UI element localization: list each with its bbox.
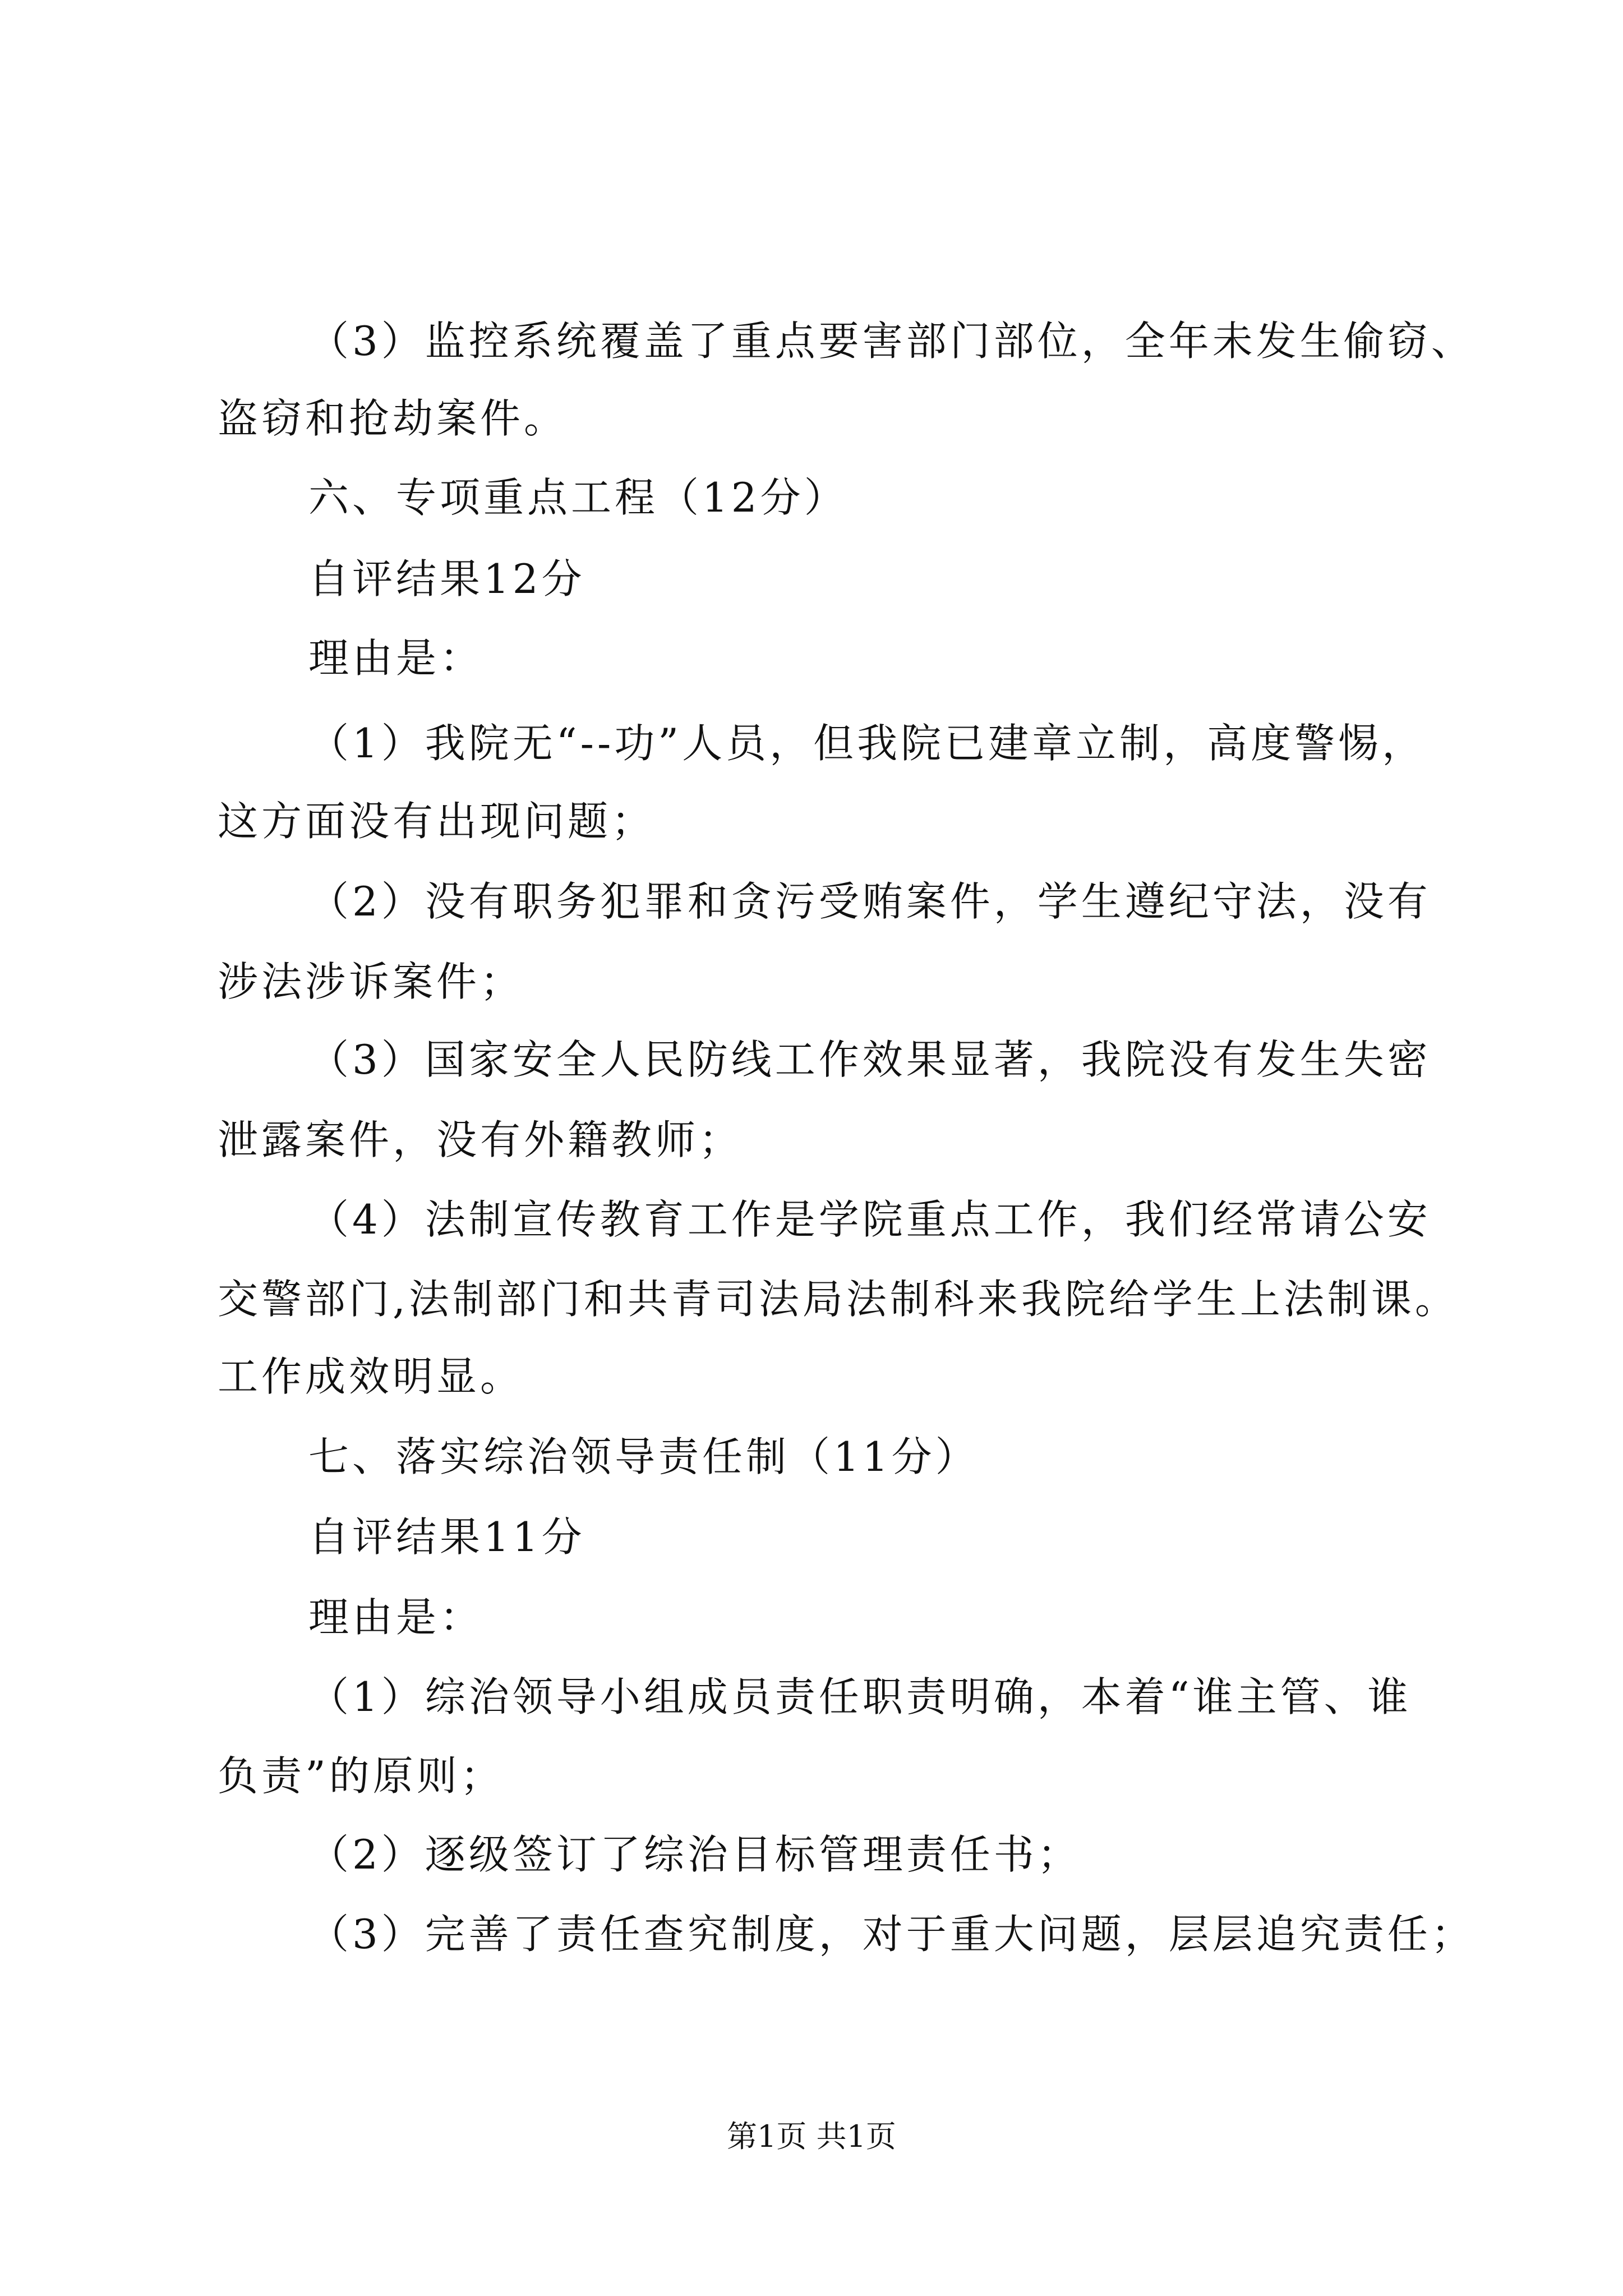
paragraph-line: （1）我院无“--功”人员，但我院已建章立制，高度警惕，	[308, 720, 1426, 767]
paragraph-line: （4）法制宣传教育工作是学院重点工作，我们经常请公安	[308, 1196, 1431, 1243]
paragraph-line: 涉法涉诉案件；	[218, 958, 524, 1005]
paragraph-line: （3）监控系统覆盖了重点要害部门部位，全年未发生偷窃、	[308, 318, 1475, 365]
paragraph-line: （3）国家安全人民防线工作效果显著，我院没有发生失密	[308, 1036, 1431, 1083]
paragraph-line: 交警部门,法制部门和共青司法局法制科来我院给学生上法制课。	[218, 1276, 1459, 1323]
self-evaluation-score: 自评结果11分	[308, 1513, 585, 1561]
page-footer: 第1页 共1页	[727, 2119, 896, 2154]
paragraph-line: （2）逐级签订了综治目标管理责任书；	[308, 1831, 1081, 1878]
paragraph-line: 负责”的原则；	[218, 1752, 504, 1800]
paragraph-line: 泄露案件，没有外籍教师；	[218, 1116, 743, 1163]
section-heading: 六、专项重点工程（12分）	[308, 474, 848, 521]
section-heading: 七、落实综治领导责任制（11分）	[308, 1433, 979, 1480]
self-evaluation-score: 自评结果12分	[308, 555, 585, 602]
reason-label: 理由是：	[308, 634, 484, 682]
paragraph-line: 盗窃和抢劫案件。	[218, 395, 568, 442]
paragraph-line: 工作成效明显。	[218, 1353, 524, 1400]
reason-label: 理由是：	[308, 1594, 484, 1641]
paragraph-line: （3）完善了责任查究制度，对于重大问题，层层追究责任；	[308, 1911, 1475, 1958]
paragraph-line: 这方面没有出现问题；	[218, 798, 656, 845]
paragraph-line: （2）没有职务犯罪和贪污受贿案件，学生遵纪守法，没有	[308, 878, 1431, 925]
paragraph-line: （1）综治领导小组成员责任职责明确，本着“谁主管、谁	[308, 1673, 1412, 1720]
